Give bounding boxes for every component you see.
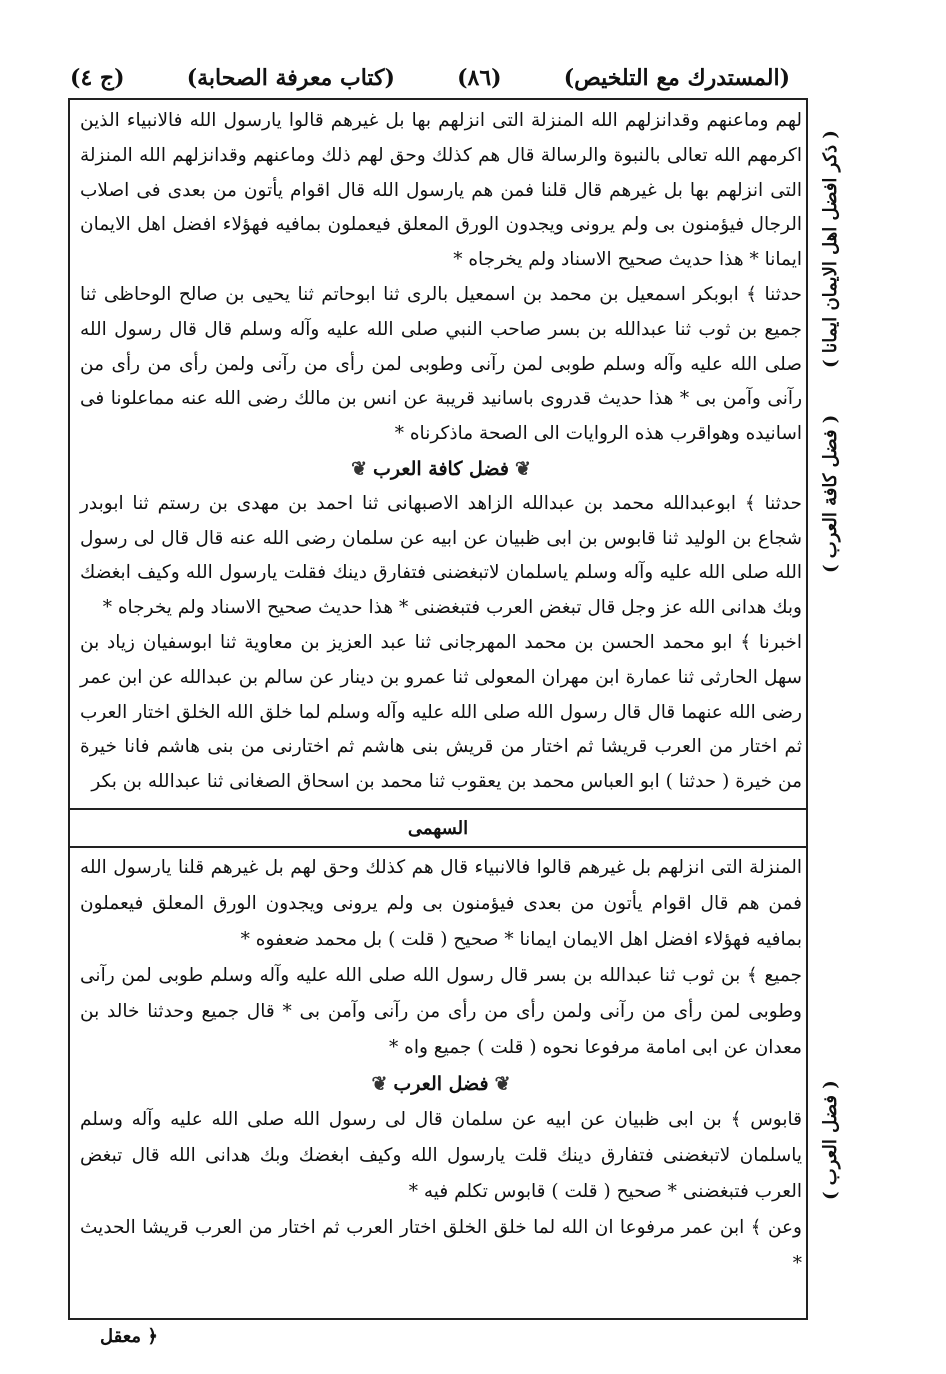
main-paragraph: حدثنا ﴾ ابوبكر اسمعيل بن محمد بن اسمعيل بالرى ثنا ابوحاتم ثنا يحيى بن صالح الوحاظى ثنا جميع بن ثوب ثنا عبدالله بن بسر صاحب النبي صلى الله عليه وآله وسلم قال قال رسول الله صلى الله عليه وآله وسلم طوبى لمن رآنى وطوبى لمن رأى من رآنى ولمن رأى من رأى من رآنى وآمن بى * هذا حديث قدروى باسانيد قريبة عن انس بن مالك رضى الله عنه مماعلونا فى اسانيده وهواقرب هذه الروايات الى الصحة ماذكرناه * xyxy=(80,283,802,445)
main-paragraph: لهم وماعنهم وقدانزلهم الله المنزلة التى انزلهم بها بل غيرهم قالوا يارسول الله فالانبياء الذين اكرمهم الله تعالى بالنبوة والرسالة قال هم كذلك وحق لهم ذلك وماعنهم وقدانزلهم الله المنزلة التى انزلهم بها بل غيرهم قال قلنا فمن هم يارسول الله قال اقوام يأتون من بعدى فى اصلاب الرجال فيؤمنون بى ولم يرونى ويجدون الورق المعلق فيعملون بمافيه فهؤلاء افضل اهل الايمان ايمانا * هذا حديث صحيح الاسناد ولم يخرجاه * xyxy=(80,110,802,271)
section-heading-text: فضل كافة العرب xyxy=(373,457,509,480)
side-note: ( فضل كافة العرب ) xyxy=(820,415,841,574)
ornament-icon: ❦ xyxy=(514,457,531,480)
header-book-title: (المستدرك مع التلخيص) xyxy=(563,65,790,91)
footnote-paragraph: جميع ﴾ بن ثوب ثنا عبدالله بن بسر قال رسول الله صلى الله عليه وآله وسلم طوبى لمن رآنى وطوبى لمن رأى من رآنى ولمن رأى من رأى من رآنى وآمن بى * قال جميع وحدثنا خالد بن معدان عن ابى امامة مرفوعا نحوه ( قلت ) جميع واه * xyxy=(80,965,802,1058)
side-note: ( فضل العرب ) xyxy=(820,1080,841,1200)
footnote-label: السهمى xyxy=(407,818,469,839)
ornament-icon: ❦ xyxy=(371,1073,388,1095)
separator-line xyxy=(70,846,806,848)
footnote-text xyxy=(80,850,802,1282)
footnote-paragraph: قابوس ﴾ بن ابى ظبيان عن ابيه عن سلمان قال لى رسول الله صلى الله عليه وآله وسلم ياسلمان لاتبغضنى فتفارق دينك قلت يارسول الله وكيف ابغضك وبك هدانى الله قال تبغض العرب فتبغضنى * صحيح ( قلت ) قابوس تكلم فيه * xyxy=(80,1109,802,1202)
separator-line xyxy=(70,808,806,810)
volume-number: (ج ٤) xyxy=(70,65,125,91)
ornament-icon: ❦ xyxy=(494,1073,511,1095)
main-paragraph: اخبرنا ﴾ ابو محمد الحسن بن محمد المهرجانى ثنا عبد العزيز بن معاوية ثنا ابوسفيان زياد بن سهل الحارثى ثنا عمارة ابن مهران المعولى ثنا عمرو بن دينار عن سالم بن عبدالله عن ابن عمر رضى الله عنهما قال قال رسول الله صلى الله عليه وآله وسلم لما خلق الله الخلق اختار العرب ثم اختار من العرب قريشا ثم اختار من قريش بنى هاشم ثم اختارنى من بنى هاشم فانا خيرة من خيرة ( حدثنا ) ابو العباس محمد بن يعقوب ثنا محمد بن اسحاق الصغانى ثنا عبدالله بن بكر xyxy=(80,631,802,793)
footnote-paragraph: وعن ﴾ ابن عمر مرفوعا ان الله لما خلق الخلق اختار العرب ثم اختار من العرب قريشا الحديث * xyxy=(80,1217,802,1274)
footnote-heading xyxy=(80,1066,802,1102)
footnote-heading-text: فضل العرب xyxy=(393,1073,489,1095)
section-heading xyxy=(80,452,802,487)
ornament-icon: ❦ xyxy=(351,457,368,480)
main-text xyxy=(80,104,802,800)
header-chapter-title: (كتاب معرفة الصحابة) xyxy=(186,65,395,91)
footnote-paragraph: المنزلة التى انزلهم بل غيرهم قالوا فالانبياء قال هم كذلك وحق لهم بل غيرهم قلنا يارسول الله فمن هم قال اقوام يأتون من بعدى فيؤمنون بى ولم يرونى ويجدون الورق المعلق فيعملون بمافيه فهؤلاء افضل اهل الايمان ايمانا * صحيح ( قلت ) بل محمد ضعفوه * xyxy=(80,857,802,950)
page-number: (٨٦) xyxy=(457,65,502,91)
side-note: ( ذكر افضل اهل الايمان ايمانا ) xyxy=(820,130,841,368)
main-paragraph: حدثنا ﴾ ابوعبدالله محمد بن عبدالله الزاهد الاصبهانى ثنا احمد بن مهدى بن رستم ثنا ابوبدر شجاع بن الوليد ثنا قابوس بن ابى ظبيان عن ابيه عن سلمان رضى الله عنه قال قال لى رسول الله صلى الله عليه وآله وسلم ياسلمان لاتبغضنى فتفارق دينك فقلت يارسول الله وكيف ابغضك وبك هدانى الله عز وجل قال تبغض العرب فتبغضنى * هذا حديث صحيح الاسناد ولم يخرجاه * xyxy=(80,492,802,619)
catchword: ﴿ معقل xyxy=(100,1326,158,1347)
page-header xyxy=(70,58,790,98)
